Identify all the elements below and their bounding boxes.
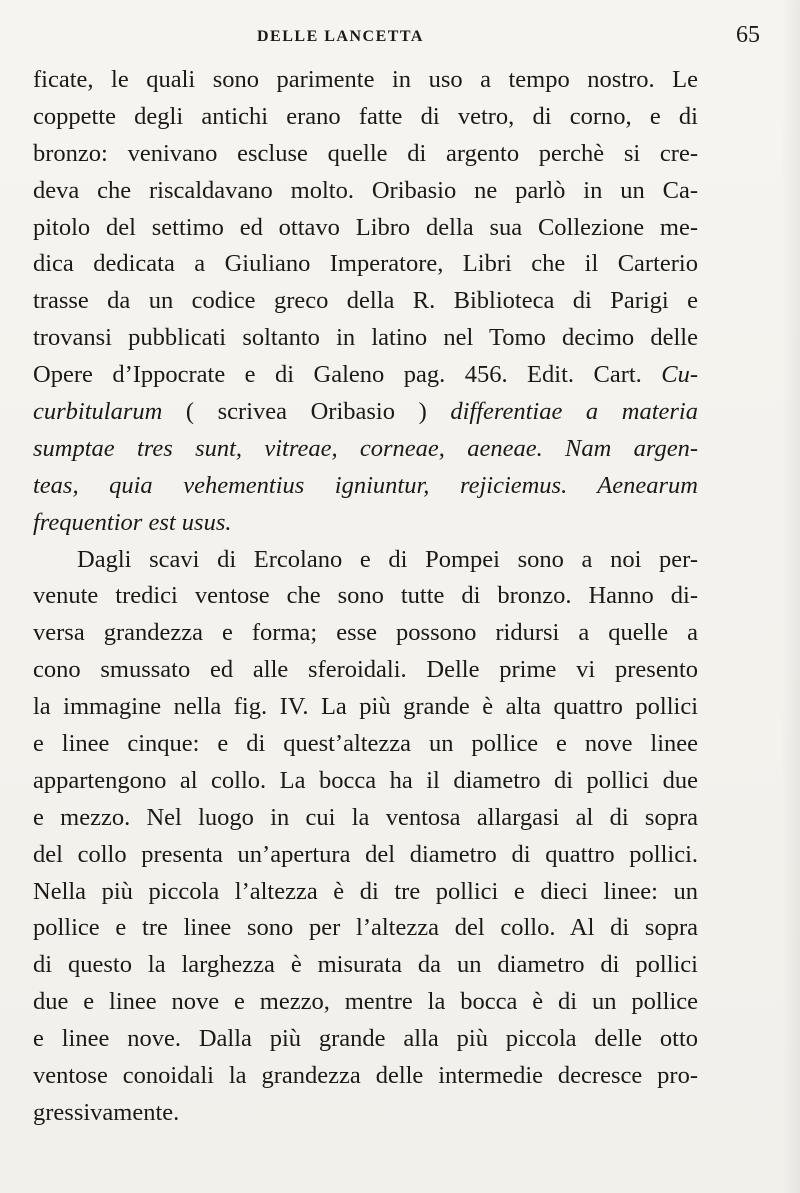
- text-line: [33, 947, 698, 984]
- text-line: [33, 505, 698, 542]
- italic-text: frequentior est usus.: [33, 508, 232, 536]
- text-segment: Opere d’Ippocrate e di Galeno pag. 456. Edit. Cart.: [33, 361, 662, 389]
- text-line: [33, 910, 698, 947]
- text-line: [33, 283, 698, 320]
- text-segment: di questo la larghezza è misurata da un diametro di pollici: [33, 951, 698, 979]
- text-segment: venute tredici ventose che sono tutte di bronzo. Hanno di-: [33, 582, 698, 610]
- text-segment: gressivamente.: [33, 1098, 180, 1126]
- page-header: [30, 22, 760, 56]
- text-segment: cono smussato ed alle sferoidali. Delle prime vi presento: [33, 656, 698, 684]
- text-line: [33, 874, 698, 911]
- text-line: [33, 578, 698, 615]
- text-segment: coppette degli antichi erano fatte di vetro, di corno, e di: [33, 102, 698, 130]
- text-segment: ventose conoidali la grandezza delle intermedie decresce pro-: [33, 1062, 698, 1090]
- text-line: [33, 357, 698, 394]
- text-segment: ficate, le quali sono parimente in uso a tempo nostro. Le: [33, 66, 698, 93]
- italic-text: teas, quia vehementius igniuntur, rejiciemus. Aenearum: [33, 471, 698, 499]
- text-line: [33, 468, 698, 505]
- text-segment: trovansi pubblicati soltanto in latino nel Tomo decimo delle: [33, 324, 698, 352]
- text-line: [33, 984, 698, 1021]
- text-segment: appartengono al collo. La bocca ha il diametro di pollici due: [33, 766, 698, 794]
- text-line: [33, 210, 698, 247]
- text-line: [33, 62, 698, 99]
- text-line: [33, 726, 698, 763]
- page-number: 65: [736, 22, 760, 48]
- text-line: [33, 542, 698, 579]
- text-line: [33, 394, 698, 431]
- text-segment: Dagli scavi di Ercolano e di Pompei sono a noi per-: [77, 545, 698, 573]
- text-line: [33, 1021, 698, 1058]
- text-segment: trasse da un codice greco della R. Biblioteca di Parigi e: [33, 287, 698, 315]
- body-text: [33, 62, 698, 1132]
- text-line: [33, 763, 698, 800]
- text-segment: e linee cinque: e di quest’altezza un pollice e nove linee: [33, 730, 698, 758]
- text-line: [33, 837, 698, 874]
- text-segment: bronzo: venivano escluse quelle di argento perchè si cre-: [33, 139, 698, 167]
- text-segment: versa grandezza e forma; esse possono ridursi a quelle a: [33, 619, 698, 647]
- text-segment: del collo presenta un’apertura del diametro di quattro pollici.: [33, 840, 698, 868]
- text-line: [33, 99, 698, 136]
- running-title: DELLE LANCETTA: [257, 28, 424, 45]
- page-edge-shadow: [782, 0, 800, 1193]
- text-segment: e mezzo. Nel luogo in cui la ventosa allargasi al di sopra: [33, 803, 698, 831]
- italic-text: curbitularum: [33, 398, 163, 426]
- italic-text: sumptae tres sunt, vitreae, corneae, aeneae. Nam argen-: [33, 434, 698, 462]
- text-line: [33, 246, 698, 283]
- text-line: [33, 615, 698, 652]
- text-segment: la immagine nella fig. IV. La più grande è alta quattro pollici: [33, 693, 698, 721]
- text-line: [33, 689, 698, 726]
- text-line: [33, 320, 698, 357]
- text-segment: pitolo del settimo ed ottavo Libro della sua Collezione me-: [33, 213, 698, 241]
- text-segment: ( scrivea Oribasio ): [162, 398, 451, 426]
- text-segment: Nella più piccola l’altezza è di tre pollici e dieci linee: un: [33, 877, 698, 905]
- text-segment: e linee nove. Dalla più grande alla più piccola delle otto: [33, 1025, 698, 1053]
- text-line: [33, 1058, 698, 1095]
- text-line: [33, 173, 698, 210]
- text-segment: due e linee nove e mezzo, mentre la bocca è di un pollice: [33, 988, 698, 1016]
- text-segment: deva che riscaldavano molto. Oribasio ne parlò in un Ca-: [33, 176, 698, 204]
- text-segment: pollice e tre linee sono per l’altezza del collo. Al di sopra: [33, 914, 698, 942]
- text-line: [33, 800, 698, 837]
- text-line: [33, 431, 698, 468]
- italic-text: Cu-: [661, 361, 698, 389]
- text-line: [33, 652, 698, 689]
- text-line: [33, 136, 698, 173]
- italic-text: differentiae a materia: [450, 398, 698, 426]
- text-segment: dica dedicata a Giuliano Imperatore, Libri che il Carterio: [33, 250, 698, 278]
- text-line: [33, 1095, 698, 1132]
